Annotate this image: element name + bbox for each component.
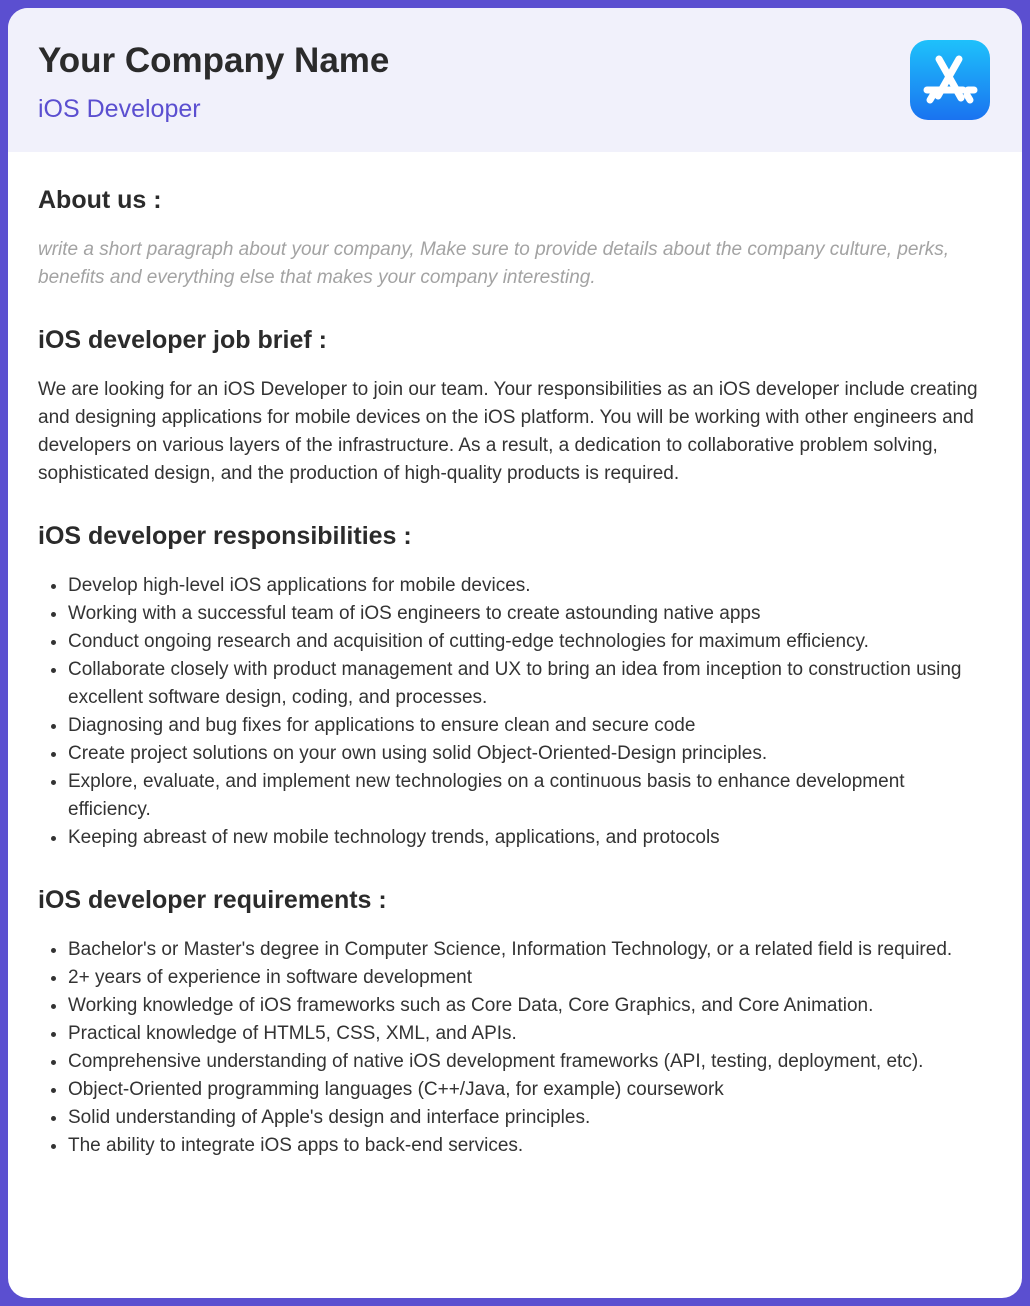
header <box>8 8 1022 152</box>
list-item: • Keeping abreast of new mobile technology trends, applications, and protocols <box>68 824 992 852</box>
list-item: • Working knowledge of iOS frameworks such as Core Data, Core Graphics, and Core Animation. <box>68 992 992 1020</box>
app-store-icon <box>910 40 990 120</box>
list-item: • Bachelor's or Master's degree in Computer Science, Information Technology, or a related field is required. <box>68 936 992 964</box>
about-placeholder: write a short paragraph about your company, Make sure to provide details about the company culture, perks, benefits and everything else that makes your company interesting. <box>38 239 950 288</box>
list-item: • Conduct ongoing research and acquisition of cutting-edge technologies for maximum efficiency. <box>68 628 992 656</box>
list-item: • 2+ years of experience in software development <box>68 964 992 992</box>
brief-title: iOS developer job brief : <box>38 326 327 354</box>
list-item: • The ability to integrate iOS apps to back-end services. <box>68 1132 992 1160</box>
responsibilities-title: iOS developer responsibilities : <box>38 522 412 550</box>
list-item: • Explore, evaluate, and implement new technologies on a continuous basis to enhance development efficiency. <box>68 768 992 824</box>
about-title: About us : <box>38 186 162 214</box>
list-item: • Diagnosing and bug fixes for applications to ensure clean and secure code <box>68 712 992 740</box>
list-item: • Practical knowledge of HTML5, CSS, XML, and APIs. <box>68 1020 992 1048</box>
job-role: iOS Developer <box>38 95 201 123</box>
list-item: • Comprehensive understanding of native iOS development frameworks (API, testing, deployment, etc). <box>68 1048 992 1076</box>
requirements-list <box>38 936 992 1160</box>
content <box>38 184 992 1160</box>
list-item: • Develop high-level iOS applications for mobile devices. <box>68 572 992 600</box>
brief-text: We are looking for an iOS Developer to join our team. Your responsibilities as an iOS developer include creating and designing applications for mobile devices on the iOS platform. You will be working with other engineers and developers on various layers of the infrastructure. As a result, a dedication to collaborative problem solving, sophisticated design, and the production of high-quality products is required. <box>38 379 978 484</box>
list-item: • Collaborate closely with product management and UX to bring an idea from inception to construction using excellent software design, coding, and processes. <box>68 656 992 712</box>
company-name: Your Company Name <box>38 41 390 80</box>
job-description-card <box>8 8 1022 1298</box>
list-item: • Working with a successful team of iOS engineers to create astounding native apps <box>68 600 992 628</box>
list-item: • Create project solutions on your own using solid Object-Oriented-Design principles. <box>68 740 992 768</box>
requirements-title: iOS developer requirements : <box>38 886 387 914</box>
responsibilities-list <box>38 572 992 852</box>
list-item: • Object-Oriented programming languages (C++/Java, for example) coursework <box>68 1076 992 1104</box>
list-item: • Solid understanding of Apple's design and interface principles. <box>68 1104 992 1132</box>
